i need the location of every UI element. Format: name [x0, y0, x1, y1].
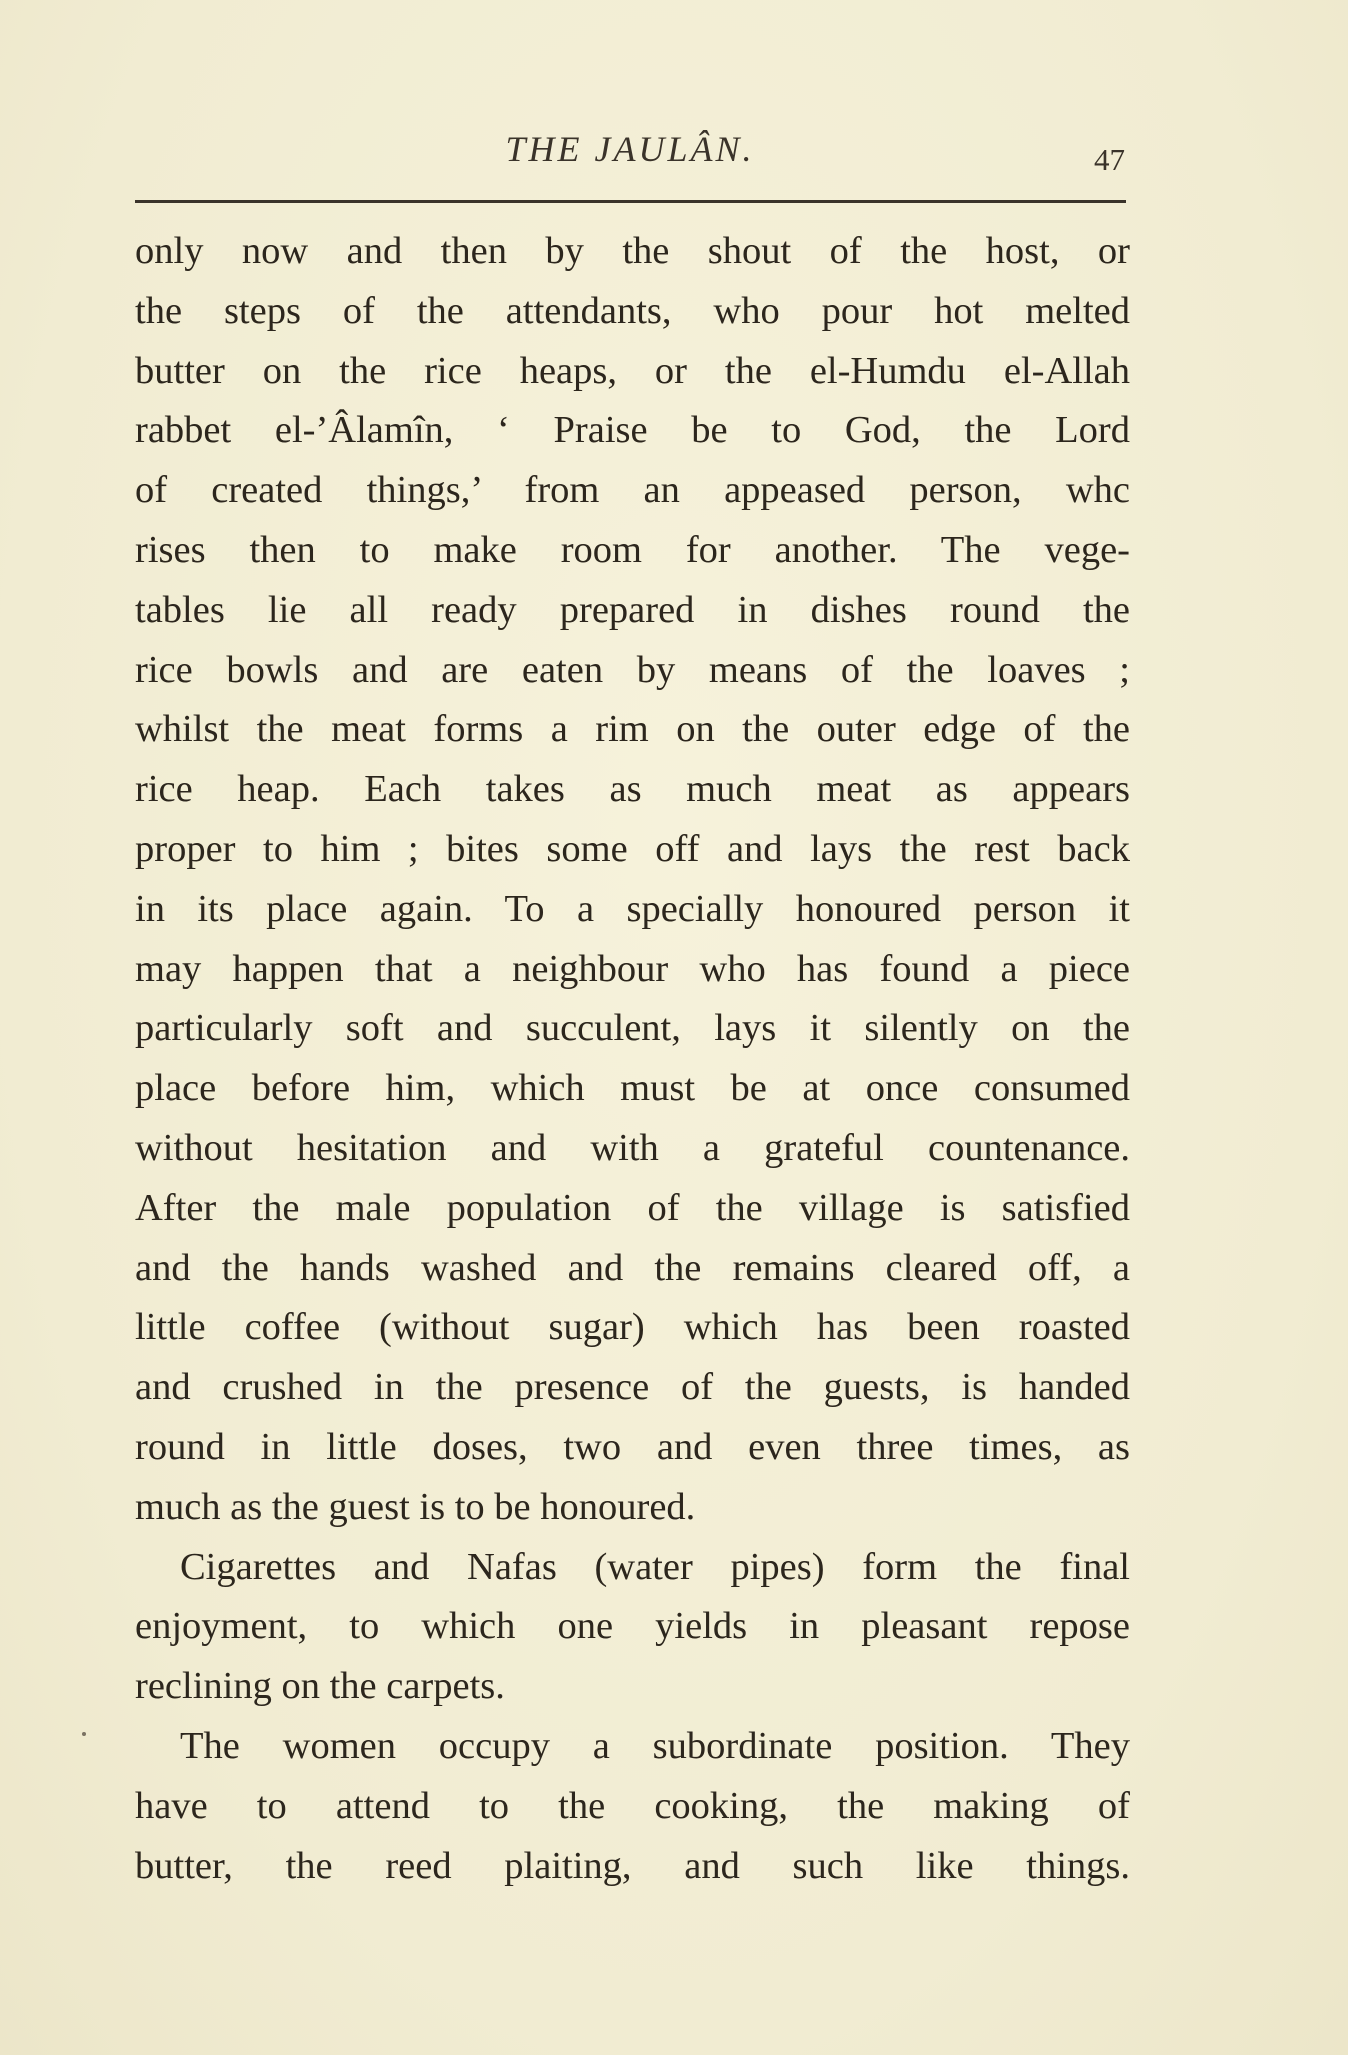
text-line: rice bowls and are eaten by means of the loaves ;: [135, 648, 1130, 691]
text-line: round in little doses, two and even three times, as: [135, 1425, 1130, 1468]
text-line: little coffee (without sugar) which has been roasted: [135, 1306, 1130, 1349]
paragraph: [135, 1717, 1130, 1896]
text-line: and the hands washed and the remains cleared off, a: [135, 1246, 1130, 1289]
text-line: butter on the rice heaps, or the el-Humdu el-Allah: [135, 349, 1130, 392]
text-line: rabbet el-’Âlamîn, ‘ Praise be to God, the Lord: [135, 409, 1130, 452]
text-line: Cigarettes and Nafas (water pipes) form the final: [180, 1545, 1130, 1588]
paragraph: [135, 1538, 1130, 1717]
text-line: butter, the reed plaiting, and such like things.: [135, 1844, 1130, 1887]
header-rule: [135, 200, 1126, 203]
margin-speck: [82, 1732, 86, 1736]
text-line: only now and then by the shout of the host, or: [135, 230, 1130, 272]
text-line: and crushed in the presence of the guests, is handed: [135, 1366, 1130, 1409]
text-line: of created things,’ from an appeased person, whc: [135, 469, 1130, 512]
text-line: much as the guest is to be honoured.: [135, 1485, 696, 1528]
text-line: particularly soft and succulent, lays it silently on the: [135, 1007, 1130, 1050]
text-line: After the male population of the village is satisfied: [135, 1186, 1130, 1229]
text-line: proper to him ; bites some off and lays the rest back: [135, 827, 1130, 870]
text-line: reclining on the carpets.: [135, 1665, 505, 1708]
body-text: [135, 222, 1130, 1896]
text-line: The women occupy a subordinate position. They: [180, 1724, 1130, 1767]
text-line: rises then to make room for another. The vege-: [135, 528, 1130, 571]
running-head-title: THE JAULÂN.: [505, 129, 755, 169]
paragraph: [135, 222, 1130, 1538]
text-line: without hesitation and with a grateful countenance.: [135, 1126, 1130, 1169]
text-line: place before him, which must be at once consumed: [135, 1067, 1130, 1110]
text-line: in its place again. To a specially honoured person it: [135, 887, 1130, 930]
text-line: whilst the meat forms a rim on the outer edge of the: [135, 708, 1130, 751]
page-number: 47: [1094, 142, 1125, 177]
text-line: may happen that a neighbour who has found a piece: [135, 947, 1130, 990]
text-line: the steps of the attendants, who pour hot melted: [135, 289, 1130, 332]
text-line: rice heap. Each takes as much meat as appears: [135, 768, 1130, 811]
running-head: [135, 128, 1125, 184]
text-line: tables lie all ready prepared in dishes round the: [135, 588, 1130, 631]
text-line: enjoyment, to which one yields in pleasant repose: [135, 1605, 1130, 1648]
text-line: have to attend to the cooking, the making of: [135, 1784, 1130, 1827]
